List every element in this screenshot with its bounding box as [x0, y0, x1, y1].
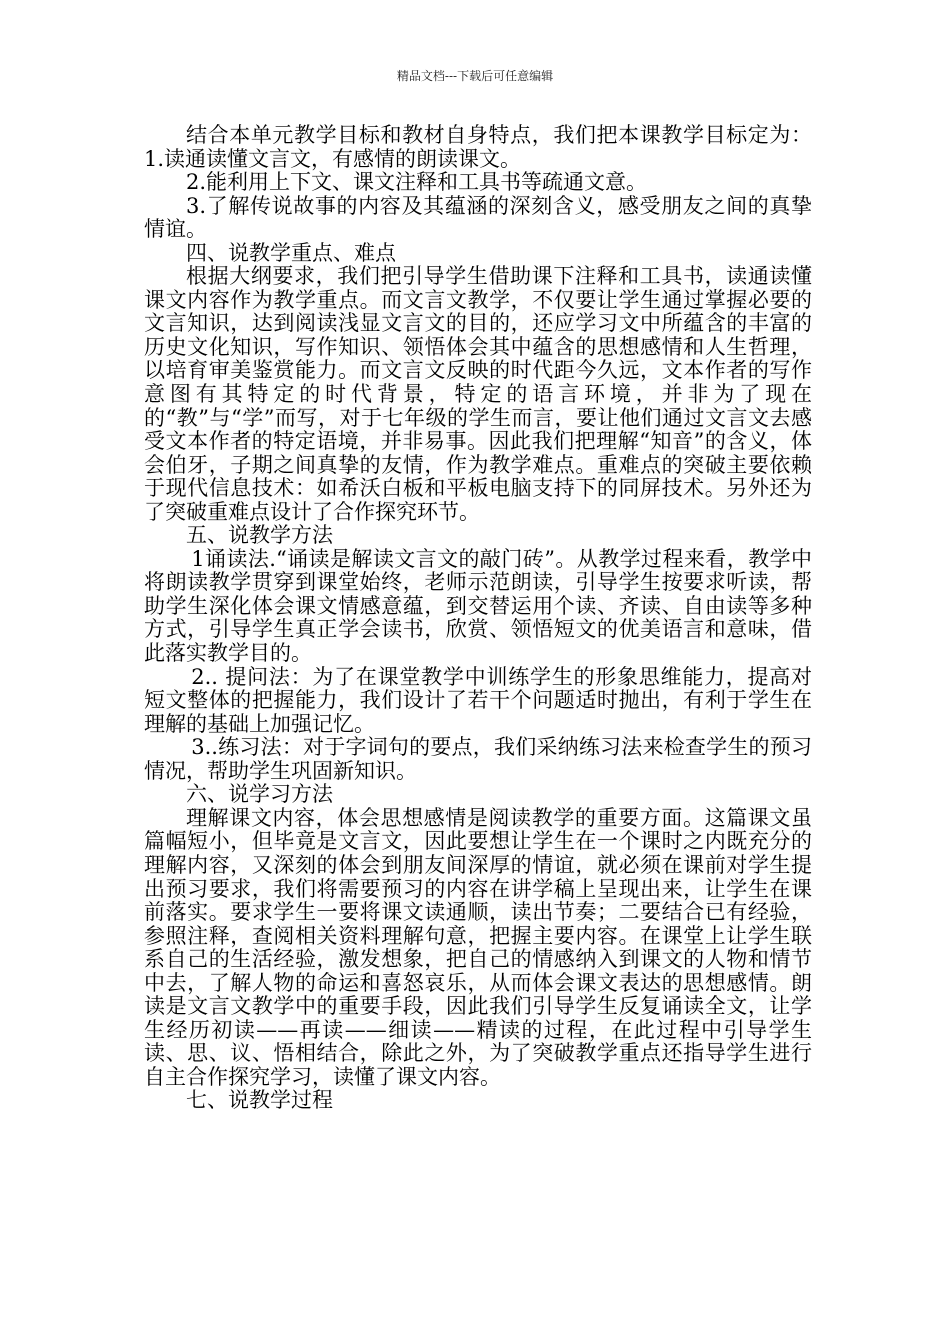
paragraph-method-practice: 3..练习法：对于字词句的要点，我们采纳练习法来检查学生的预习情况，帮助学生巩固新知识。	[144, 735, 812, 783]
paragraph-method-recitation: 1诵读法.“诵读是解读文言文的敲门砖”。从教学过程来看，教学中将朗读教学贯穿到课堂始终，老师示范朗读，引导学生按要求听读，帮助学生深化体会课文情感意蕴，到交替运用个读、齐读、自由读等多种方式，引导学生真正学会读书，欣赏、领悟短文的优美语言和意味，借此落实教学目的。	[144, 546, 812, 666]
section-heading-key-points: 四、说教学重点、难点	[186, 240, 396, 265]
paragraph-method-questioning: 2.. 提问法：为了在课堂教学中训练学生的形象思维能力，提高对短文整体的把握能力，我们设计了若干个问题适时抛出，有利于学生在理解的基础上加强记忆。	[144, 664, 812, 736]
paragraph-objectives-intro: 结合本单元教学目标和教材自身特点，我们把本课教学目标定为： 1.读通读懂文言文，有感情的朗读课文。	[144, 123, 812, 171]
document-body	[144, 124, 812, 1113]
paragraph-objective-3: 3.了解传说故事的内容及其蕴涵的深刻含义，感受朋友之间的真挚情谊。	[144, 193, 812, 242]
section-heading-teaching-process: 七、说教学过程	[186, 1088, 333, 1113]
paragraph-objective-2: 2.能利用上下文、课文注释和工具书等疏通文意。	[186, 170, 648, 195]
paragraph-learning-methods: 理解课文内容，体会思想感情是阅读教学的重要方面。这篇课文虽篇幅短小，但毕竟是文言文，因此要想让学生在一个课时之内既充分的理解内容，又深刻的体会到朋友间深厚的情谊，就必须在课前对学生提出预习要求，我们将需要预习的内容在讲学稿上呈现出来，让学生在课前落实。要求学生一要将课文读通顺，读出节奏；二要结合已有经验，参照注释，查阅相关资料理解句意，把握主要内容。在课堂上让学生联系自己的生活经验，激发想象，把自己的情感纳入到课文的人物和情节中去，了解人物的命运和喜怒哀乐，从而体会课文表达的思想感情。朗读是文言文教学中的重要手段，因此我们引导学生反复诵读全文，让学生经历初读——再读——细读——精读的过程，在此过程中引导学生读、思、议、悟相结合，除此之外，为了突破教学重点还指导学生进行自主合作探究学习，读懂了课文内容。	[144, 805, 812, 1089]
section-heading-teaching-methods: 五、说教学方法	[186, 523, 333, 548]
paragraph-key-points: 根据大纲要求，我们把引导学生借助课下注释和工具书，读通读懂课文内容作为教学重点。而文言文教学，不仅要让学生通过掌握必要的文言知识，达到阅读浅显文言文的目的，还应学习文中所蕴含的丰富的历史文化知识，写作知识、领悟体会其中蕴含的思想感情和人生哲理，以培育审美鉴赏能力。而文言文反映的时代距今久远，文本作者的写作意图有其特定的时代背景，特定的语言环境，并非为了现在的“教”与“学”而写，对于七年级的学生而言，要让他们通过文言文去感受文本作者的特定语境，并非易事。因此我们把理解“知音”的含义，体会伯牙，子期之间真挚的友情，作为教学难点。重难点的突破主要依赖于现代信息技术：如希沃白板和平板电脑支持下的同屏技术。另外还为了突破重难点设计了合作探究环节。	[144, 264, 812, 524]
section-heading-learning-methods: 六、说学习方法	[186, 782, 333, 807]
page-header: 精品文档---下载后可任意编辑	[396, 69, 554, 83]
